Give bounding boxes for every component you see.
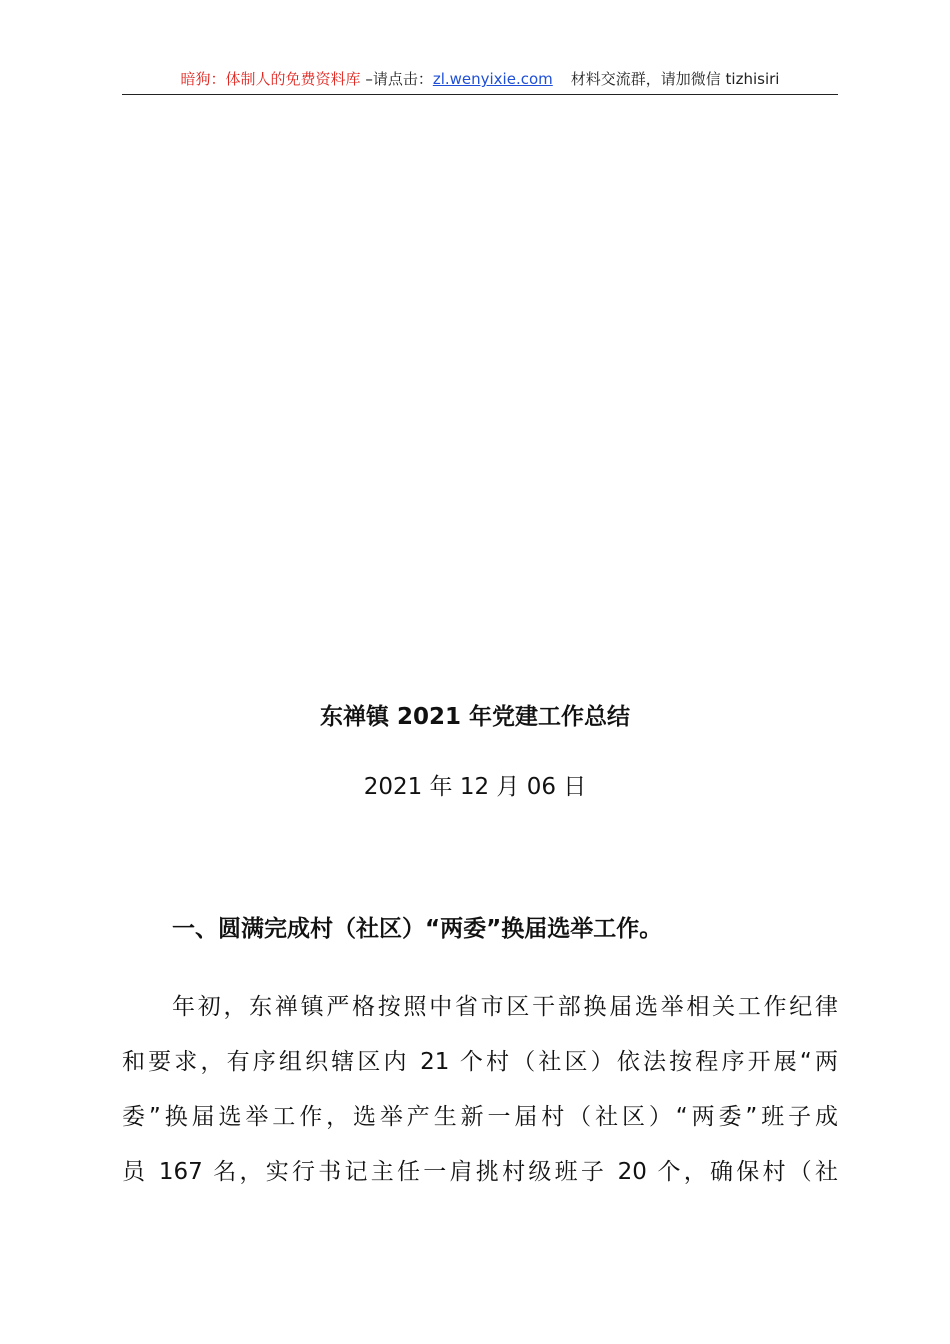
paragraph-line: 员 167 名，实行书记主任一肩挑村级班子 20 个，确保村（社 (122, 1159, 838, 1185)
paragraph-line: 和要求，有序组织辖区内 21 个村（社区）依法按程序开展“两 (122, 1049, 838, 1075)
paragraph-line: 年初，东禅镇严格按照中省市区干部换届选举相关工作纪律 (172, 994, 838, 1020)
header-brand: 暗狗：体制人的免费资料库 (180, 70, 361, 88)
document-title: 东禅镇 2021 年党建工作总结 (319, 704, 631, 730)
header-prompt: –请点击： (360, 70, 433, 88)
section-heading: 一、圆满完成村（社区）“两委”换届选举工作。 (172, 916, 663, 942)
body-paragraph (122, 980, 838, 1200)
header-note: 材料交流群，请加微信 tizhisiri (570, 70, 780, 88)
page-header (122, 68, 838, 95)
document-date: 2021 年 12 月 06 日 (363, 774, 587, 800)
paragraph-line: 委”换届选举工作，选举产生新一届村（社区）“两委”班子成 (122, 1104, 838, 1130)
header-link[interactable]: zl.wenyixie.com (432, 70, 553, 88)
